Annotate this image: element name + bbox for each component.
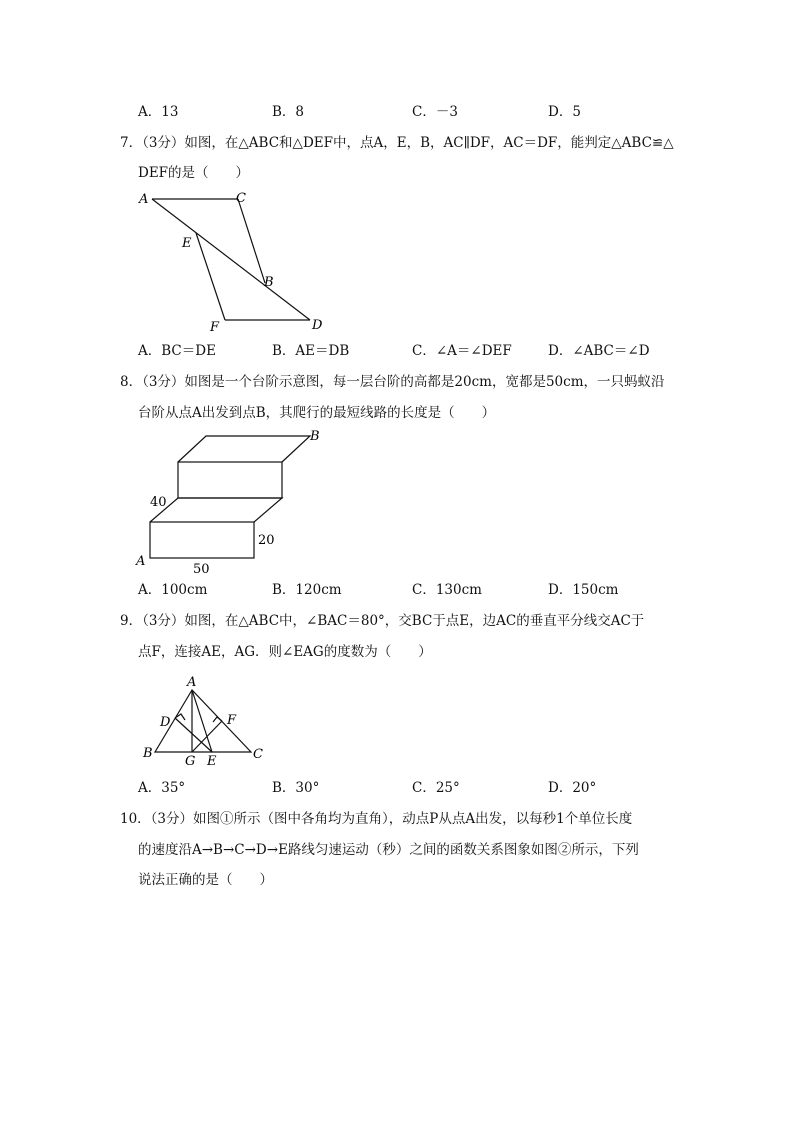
q7-segment-cb	[238, 199, 265, 283]
q9-option-d: D．20°	[548, 780, 597, 796]
q7-option-d: D．∠ABC＝∠D	[548, 343, 650, 359]
q8-label-a: A	[136, 554, 146, 569]
q9-label-b: B	[143, 746, 153, 761]
q7-option-c: C．∠A＝∠DEF	[412, 343, 512, 359]
q8-label-height-20: 20	[258, 533, 275, 548]
q9-stem-line-1: 9．（3分）如图，在△ABC中，∠BAC＝80°，交BC于点E，边AC的垂直平分线交AC于	[120, 613, 645, 629]
q6-option-b: B．8	[272, 104, 305, 120]
q7-option-b: B．AE＝DB	[272, 343, 350, 359]
q9-label-d: D	[160, 715, 171, 730]
q7-label-c: C	[236, 191, 246, 206]
q8-lower-step-front	[150, 522, 254, 558]
q9-label-e: E	[207, 754, 217, 769]
q6-option-d: D．5	[548, 104, 581, 120]
q10-stem-line-2: 的速度沿A→B→C→D→E路线匀速运动（秒）之间的函数关系图象如图②所示，下列	[138, 842, 639, 858]
q7-segment-ad	[152, 199, 310, 320]
q7-label-f: F	[210, 320, 220, 335]
q9-right-angle-mark-f	[213, 717, 222, 722]
q10-stem-line-1: 10．（3分）如图①所示（图中各角均为直角），动点P从点A出发，以每秒1个单位长度	[120, 811, 633, 827]
q8-label-b: B	[310, 429, 320, 444]
q9-label-c: C	[253, 747, 263, 762]
q8-upper-step-top	[178, 436, 310, 462]
q9-option-a: A．35°	[138, 780, 186, 796]
q8-option-a: A．100cm	[138, 582, 208, 598]
q8-stem-line-1: 8．（3分）如图是一个台阶示意图，每一层台阶的高都是20cm，宽都是50cm，一只蚂蚁沿	[120, 374, 665, 390]
q7-label-e: E	[182, 236, 192, 251]
q9-stem-line-2: 点F，连接AE，AG．则∠EAG的度数为（ ）	[138, 644, 432, 660]
q8-figure	[130, 426, 330, 576]
q7-segment-ef	[196, 233, 225, 320]
q7-stem-line-1: 7．（3分）如图，在△ABC和△DEF中，点A，E，B，AC∥DF，AC＝DF，能判定△ABC≌△	[120, 135, 674, 151]
q8-option-d: D．150cm	[548, 582, 619, 598]
q10-stem-line-3: 说法正确的是（ ）	[138, 872, 273, 888]
q9-label-g: G	[185, 754, 196, 769]
q8-label-height-40: 40	[150, 495, 167, 510]
q9-figure	[135, 672, 285, 772]
q7-label-a: A	[139, 192, 149, 207]
q8-stem-line-2: 台阶从点A出发到点B，其爬行的最短线路的长度是（ ）	[138, 405, 496, 421]
q8-option-c: C．130cm	[412, 582, 482, 598]
q7-label-d: D	[312, 318, 323, 333]
q7-label-b: B	[264, 275, 274, 290]
q8-lower-step-top	[150, 498, 282, 522]
q7-stem-line-2: DEF的是（ ）	[138, 165, 250, 181]
q9-option-b: B．30°	[272, 780, 320, 796]
q6-option-a: A．13	[138, 104, 179, 120]
q9-label-a: A	[187, 675, 197, 690]
q8-upper-step-front	[178, 462, 282, 498]
q6-option-c: C．－3	[412, 104, 458, 120]
q9-label-f: F	[227, 713, 237, 728]
q8-label-width-50: 50	[193, 562, 210, 577]
q9-option-c: C．25°	[412, 780, 460, 796]
q7-figure	[130, 188, 330, 338]
q8-option-b: B．120cm	[272, 582, 342, 598]
q7-option-a: A．BC＝DE	[138, 343, 216, 359]
